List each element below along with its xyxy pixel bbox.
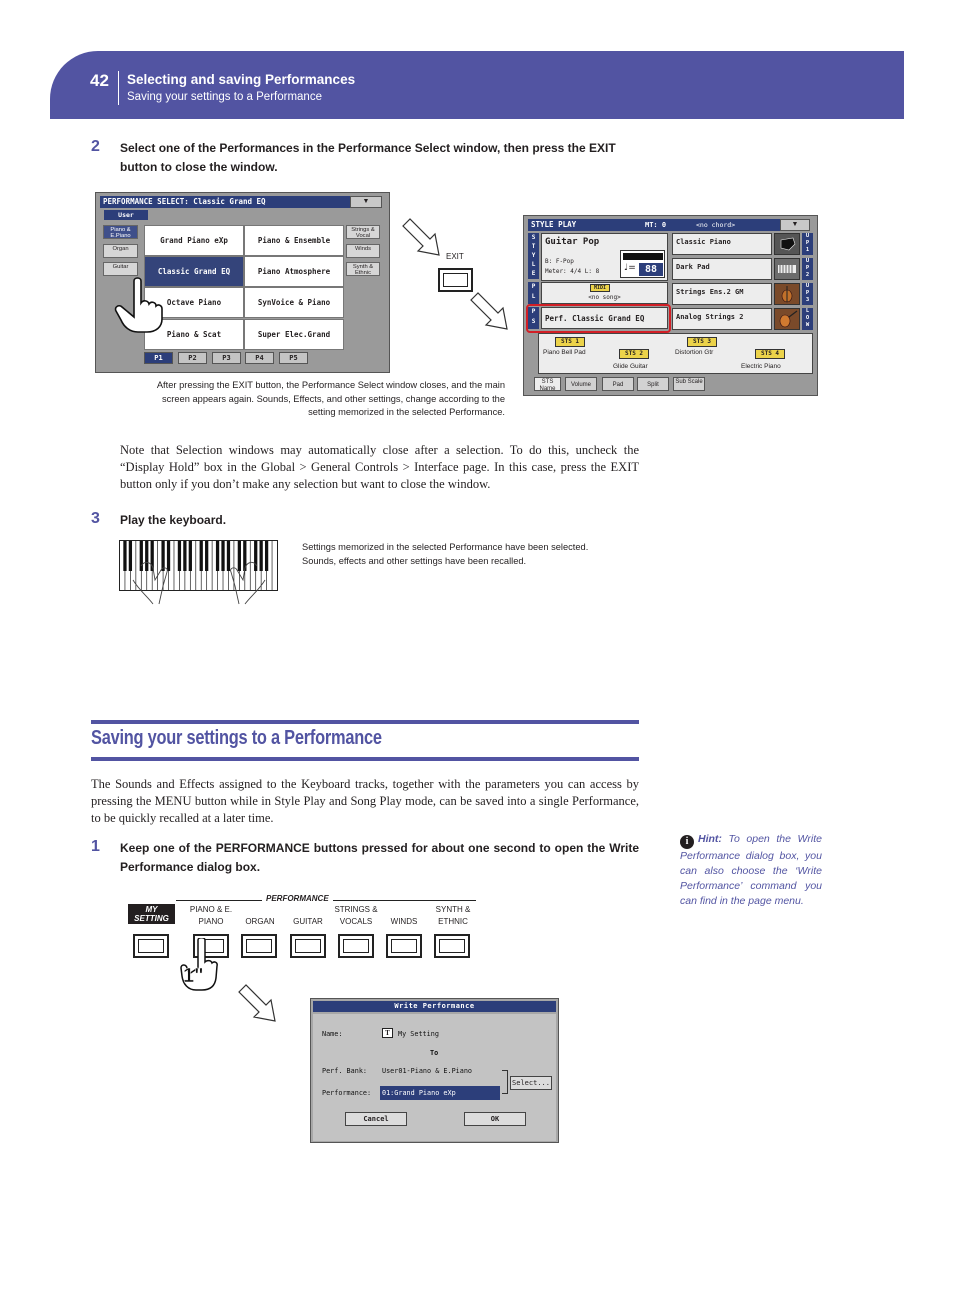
- beat-indicator: [623, 253, 663, 260]
- select-button[interactable]: Select...: [510, 1076, 552, 1090]
- synth-ethnic-button[interactable]: [434, 934, 470, 958]
- sts-2-name: Glide Guitar: [613, 363, 648, 370]
- song-box[interactable]: [541, 282, 668, 304]
- organ-button[interactable]: [241, 934, 277, 958]
- ok-button[interactable]: OK: [464, 1112, 526, 1126]
- winds-button[interactable]: [386, 934, 422, 958]
- press-duration-label: 1": [183, 965, 204, 987]
- hint-label: Hint:: [698, 833, 722, 845]
- label-piano-epiano: PIANO & E. PIANO: [189, 905, 233, 926]
- sound-lower[interactable]: Analog Strings 2: [672, 308, 772, 330]
- page-header: [50, 51, 904, 119]
- tab-sts-name[interactable]: STS Name: [534, 377, 561, 391]
- strings-vocals-button[interactable]: [338, 934, 374, 958]
- sts-4-button[interactable]: STS 4: [755, 349, 785, 359]
- bank-value[interactable]: User01-Piano & E.Piano: [382, 1067, 473, 1075]
- sts-3-button[interactable]: STS 3: [687, 337, 717, 347]
- chord-display: <no chord>: [696, 221, 736, 229]
- bank-label: Perf. Bank:: [322, 1067, 368, 1075]
- note-paragraph: Note that Selection windows may automatically close after a selection. To do this, uncheck the “Display Hold” box in the Global > General Controls > Interface page. In this case, press the EXIT button only if you don’t make any selection but want to close the window.: [120, 443, 639, 491]
- tab-volume[interactable]: Volume: [565, 377, 597, 391]
- tab-split[interactable]: Split: [637, 377, 669, 391]
- page-tab-p5[interactable]: P5: [279, 352, 308, 364]
- bracket: [502, 1070, 508, 1094]
- step-number-3: 3: [91, 510, 100, 527]
- sound-upper1[interactable]: Classic Piano: [672, 233, 772, 255]
- label-guitar: GUITAR: [293, 917, 323, 926]
- step-number-2: 2: [91, 138, 100, 155]
- tab-sub-scale[interactable]: Sub Scale: [673, 377, 705, 391]
- style-info-box[interactable]: [541, 233, 668, 281]
- page-tab-p3[interactable]: P3: [212, 352, 241, 364]
- page-number: 42: [90, 71, 109, 90]
- performance-cell[interactable]: Grand Piano eXp: [144, 225, 244, 256]
- guitar-button[interactable]: [290, 934, 326, 958]
- side-label-style: S T Y L E: [528, 233, 539, 279]
- performance-name-box[interactable]: Perf. Classic Grand EQ: [541, 307, 668, 329]
- tab-organ[interactable]: Organ: [103, 244, 138, 258]
- performance-cell[interactable]: Piano & Scat: [144, 319, 244, 350]
- side-label-ps: P S: [528, 307, 539, 329]
- sts-panel: [538, 333, 813, 374]
- sound-upper3[interactable]: Strings Ens.2 GM: [672, 283, 772, 305]
- performance-cell[interactable]: Octave Piano: [144, 287, 244, 318]
- performance-cell[interactable]: SynVoice & Piano: [244, 287, 344, 318]
- page-tab-p4[interactable]: P4: [245, 352, 274, 364]
- text-edit-icon[interactable]: T: [382, 1028, 393, 1038]
- name-value[interactable]: My Setting: [398, 1030, 439, 1038]
- label-winds: WINDS: [390, 917, 418, 926]
- tab-strings-vocal[interactable]: Strings & Vocal: [346, 225, 380, 239]
- header-divider: [118, 71, 119, 105]
- tempo-box: [620, 250, 665, 278]
- tab-winds[interactable]: Winds: [346, 244, 380, 258]
- my-setting-label: MY SETTING: [128, 904, 175, 924]
- to-label: To: [430, 1049, 439, 1057]
- tab-pad[interactable]: Pad: [602, 377, 634, 391]
- sts-1-button[interactable]: STS 1: [555, 337, 585, 347]
- hint-text: To open the Write Performance dialog box, you can also choose the ‘Write Performance’ command you can find in the page menu.: [680, 833, 823, 907]
- page-tab-p2[interactable]: P2: [178, 352, 207, 364]
- highlight-frame: [526, 304, 671, 333]
- section-paragraph: The Sounds and Effects assigned to the Keyboard tracks, together with the parameters you can access by pressing the MENU button while in Style Play and Song Play mode, can be saved into a single Performance, to be quickly recalled at a later time.: [91, 777, 639, 825]
- performance-field[interactable]: [380, 1086, 500, 1100]
- tab-guitar[interactable]: Guitar: [103, 262, 138, 276]
- write-performance-title: Write Performance: [313, 1001, 556, 1012]
- strings-icon: [774, 283, 800, 305]
- pointing-hand-icon: [114, 275, 164, 333]
- performance-cell[interactable]: Piano & Ensemble: [244, 225, 344, 256]
- style-bank: B: F-Pop: [545, 258, 574, 265]
- name-label: Name:: [322, 1030, 343, 1038]
- midi-badge: MIDI: [590, 284, 610, 292]
- performance-cell-selected[interactable]: Classic Grand EQ: [144, 256, 244, 287]
- performance-label: Performance:: [322, 1089, 372, 1097]
- step-number-1: 1: [91, 838, 100, 855]
- exit-button[interactable]: [438, 268, 473, 292]
- arrow-icon: [238, 984, 278, 1024]
- sts-1-name: Piano Bell Pad: [543, 349, 586, 356]
- side-label-up3: U P 3: [802, 283, 813, 305]
- song-name: <no song>: [588, 294, 621, 301]
- chapter-title: Selecting and saving Performances: [127, 72, 356, 87]
- section-title: Saving your settings to a Performance: [91, 727, 382, 749]
- sound-upper2[interactable]: Dark Pad: [672, 258, 772, 280]
- tab-user[interactable]: User: [104, 210, 148, 220]
- master-transpose: MT: 0: [645, 221, 667, 229]
- sts-4-name: Electric Piano: [741, 363, 781, 370]
- note-icon: ♩=: [624, 263, 636, 273]
- dialog-body: [313, 1014, 556, 1141]
- my-setting-button[interactable]: [133, 934, 169, 958]
- sts-2-button[interactable]: STS 2: [619, 349, 649, 359]
- performance-select-window: [95, 192, 390, 373]
- step-1-instruction: Keep one of the PERFORMANCE buttons pressed for about one second to open the Write Performance dialog box.: [120, 841, 639, 874]
- side-label-up1: U P 1: [802, 233, 813, 255]
- style-play-title: STYLE PLAY: [528, 219, 786, 231]
- section-rule-bottom: [91, 757, 639, 761]
- arrow-icon: [402, 218, 442, 258]
- style-name: Guitar Pop: [545, 237, 600, 247]
- side-label-low: L O W: [802, 308, 813, 330]
- style-play-window: [523, 215, 818, 396]
- performance-cell[interactable]: Super Elec.Grand: [244, 319, 344, 350]
- dropdown-arrow-icon[interactable]: ▼: [350, 196, 382, 208]
- tab-synth-ethnic[interactable]: Synth & Ethnic: [346, 262, 380, 276]
- arrow-icon: [470, 292, 510, 332]
- figure-caption-1: After pressing the EXIT button, the Performance Select window closes, and the main screen appears again. Sounds, Effects, and other settings, change according to the setting memorized in the selected Performance.: [156, 380, 505, 417]
- step-3-instruction: Play the keyboard.: [120, 513, 227, 527]
- violin-icon: [774, 308, 800, 330]
- figure-caption-2: Settings memorized in the selected Performance have been selected. Sounds, effects and other settings have been recalled.: [302, 542, 589, 566]
- piano-icon: [774, 233, 800, 255]
- exit-label: EXIT: [446, 252, 464, 261]
- synth-pad-icon: [774, 258, 800, 280]
- label-synth-ethnic: SYNTH & ETHNIC: [435, 905, 471, 926]
- info-icon: i: [680, 835, 694, 849]
- label-strings-vocals: STRINGS & VOCALS: [334, 905, 378, 926]
- keyboard-hands-illustration: [119, 540, 279, 606]
- performance-value: 01:Grand Piano eXp: [382, 1089, 456, 1097]
- dropdown-arrow-icon[interactable]: ▼: [780, 219, 810, 231]
- step-2-instruction: Select one of the Performances in the Performance Select window, then press the EXIT button to close the window.: [120, 141, 616, 174]
- tempo-value: 88: [639, 263, 663, 276]
- hint-note: [680, 832, 822, 909]
- performance-select-title: PERFORMANCE SELECT: Classic Grand EQ: [100, 196, 382, 208]
- performance-panel-title: PERFORMANCE: [262, 894, 333, 903]
- cancel-button[interactable]: Cancel: [345, 1112, 407, 1126]
- section-rule-top: [91, 720, 639, 724]
- label-organ: ORGAN: [245, 917, 275, 926]
- page-tab-p1[interactable]: P1: [144, 352, 173, 364]
- side-label-up2: U P 2: [802, 258, 813, 280]
- meter: Meter: 4/4 L: 8: [545, 268, 600, 275]
- tab-piano-epiano[interactable]: Piano & E.Piano: [103, 225, 138, 239]
- write-performance-dialog: [310, 998, 559, 1143]
- side-label-play: P L: [528, 282, 539, 304]
- sts-3-name: Distortion Gtr: [675, 349, 714, 356]
- section-subtitle: Saving your settings to a Performance: [127, 91, 322, 103]
- performance-cell[interactable]: Piano Atmosphere: [244, 256, 344, 287]
